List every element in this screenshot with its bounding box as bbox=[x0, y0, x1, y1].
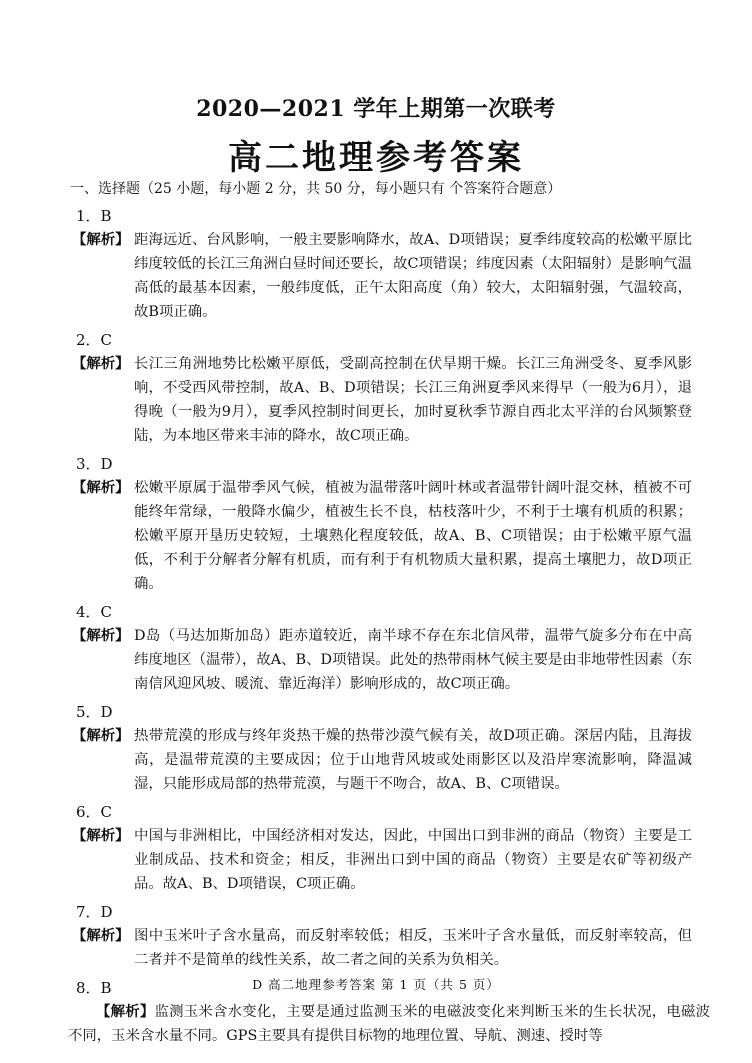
analysis-text: 距海远近、台风影响，一般主要影响降水，故A、D项错误；夏季纬度较高的松嫩平原比纬度较低的长江三角洲白昼时间还要长，故C项错误；纬度因素（太阳辐射）是影响气温高低的最基本因素，一般纬度低，正午太阳高度（角）较大，太阳辐射强，气温较高，故B项正确。 bbox=[134, 232, 692, 320]
exam-title: 2020—2021 学年上期第一次联考 bbox=[196, 96, 556, 122]
analysis-tag: 【解析】 bbox=[72, 727, 130, 744]
question-item bbox=[72, 700, 692, 796]
analysis-tag: 【解析】 bbox=[96, 1003, 155, 1020]
question-number: 8．B bbox=[76, 979, 112, 997]
analysis-block bbox=[72, 228, 692, 324]
question-item bbox=[72, 204, 692, 324]
analysis-tag: 【解析】 bbox=[72, 355, 130, 372]
analysis-block bbox=[72, 724, 692, 796]
analysis-block bbox=[72, 624, 692, 696]
analysis-block bbox=[72, 352, 692, 448]
question-number: 3．D bbox=[76, 455, 113, 473]
analysis-text: 热带荒漠的形成与终年炎热干燥的热带沙漠气候有关，故D项正确。深居内陆，且海拔高，是温带荒漠的主要成因；位于山地背风坡或处雨影区以及沿岸寒流影响，降温减湿，只能形成局部的热带荒漠，与题干不吻合，故A、B、C项错误。 bbox=[134, 728, 692, 792]
question-number: 6．C bbox=[76, 803, 113, 821]
question-number: 2．C bbox=[76, 331, 113, 349]
question-item bbox=[72, 328, 692, 448]
question-number: 1．B bbox=[76, 207, 112, 225]
analysis-tag: 【解析】 bbox=[72, 231, 130, 248]
section-heading: 一、选择题（25 小题，每小题 2 分，共 50 分，每小题只有 个答案符合题意） bbox=[70, 181, 562, 197]
analysis-block bbox=[72, 476, 692, 596]
analysis-text: 松嫩平原属于温带季风气候，植被为温带落叶阔叶林或者温带针阔叶混交林，植被不可能终年常绿，一般降水偏少，植被生长不良，枯枝落叶少，不利于土壤有机质的积累；松嫩平原开垦历史较短，土壤熟化程度较低，故A、B、C项错误；由于松嫩平原气温低，不利于分解者分解有机质，而有利于有机物质大量积累，提高土壤肥力，故D项正确。 bbox=[134, 480, 692, 592]
analysis-tag: 【解析】 bbox=[72, 479, 130, 496]
page-footer: D 高二地理参考答案 第 1 页（共 5 页） bbox=[252, 977, 500, 992]
analysis-block bbox=[72, 824, 692, 896]
analysis-text: 中国与非洲相比，中国经济相对发达，因此，中国出口到非洲的商品（物资）主要是工业制成品、技术和资金；相反，非洲出口到中国的商品（物资）主要是农矿等初级产品。故A、B、D项错误，C项正确。 bbox=[134, 828, 692, 892]
question-item bbox=[72, 900, 692, 972]
analysis-text: D岛（马达加斯加岛）距赤道较近，南半球不存在东北信风带，温带气旋多分布在中高纬度地区（温带），故A、B、D项错误。此处的热带雨林气候主要是由非地带性因素（东南信风迎风坡、暖流、靠近海洋）影响形成的，故C项正确。 bbox=[134, 628, 692, 692]
question-item bbox=[72, 800, 692, 896]
analysis-block bbox=[68, 1000, 710, 1048]
analysis-text: 长江三角洲地势比松嫩平原低，受副高控制在伏旱期干燥。长江三角洲受冬、夏季风影响，不受西风带控制，故A、B、D项错误；长江三角洲夏季风来得早（一般为6月），退得晚（一般为9月），夏季风控制时间更长，加时夏秋季节源自西北太平洋的台风频繁登陆，为本地区带来丰沛的降水，故C项正确。 bbox=[134, 356, 692, 444]
analysis-text: 图中玉米叶子含水量高，而反射率较低；相反，玉米叶子含水量低，而反射率较高，但二者并不是简单的线性关系，故二者之间的关系为负相关。 bbox=[134, 928, 692, 968]
analysis-tag: 【解析】 bbox=[72, 827, 130, 844]
question-item bbox=[72, 600, 692, 696]
question-number: 4．C bbox=[76, 603, 113, 621]
subject-title: 高二地理参考答案 bbox=[228, 138, 524, 178]
analysis-tag: 【解析】 bbox=[72, 627, 130, 644]
question-item bbox=[72, 452, 692, 596]
analysis-tag: 【解析】 bbox=[72, 927, 130, 944]
analysis-text: 监测玉米含水变化，主要是通过监测玉米的电磁波变化来判断玉米的生长状况，电磁波不同，玉米含水量不同。GPS主要具有提供目标物的地理位置、导航、测速、授时等 bbox=[68, 1004, 710, 1044]
analysis-block bbox=[72, 924, 692, 972]
answer-list bbox=[68, 200, 710, 1048]
question-number: 5．D bbox=[76, 703, 113, 721]
question-number: 7．D bbox=[76, 903, 113, 921]
